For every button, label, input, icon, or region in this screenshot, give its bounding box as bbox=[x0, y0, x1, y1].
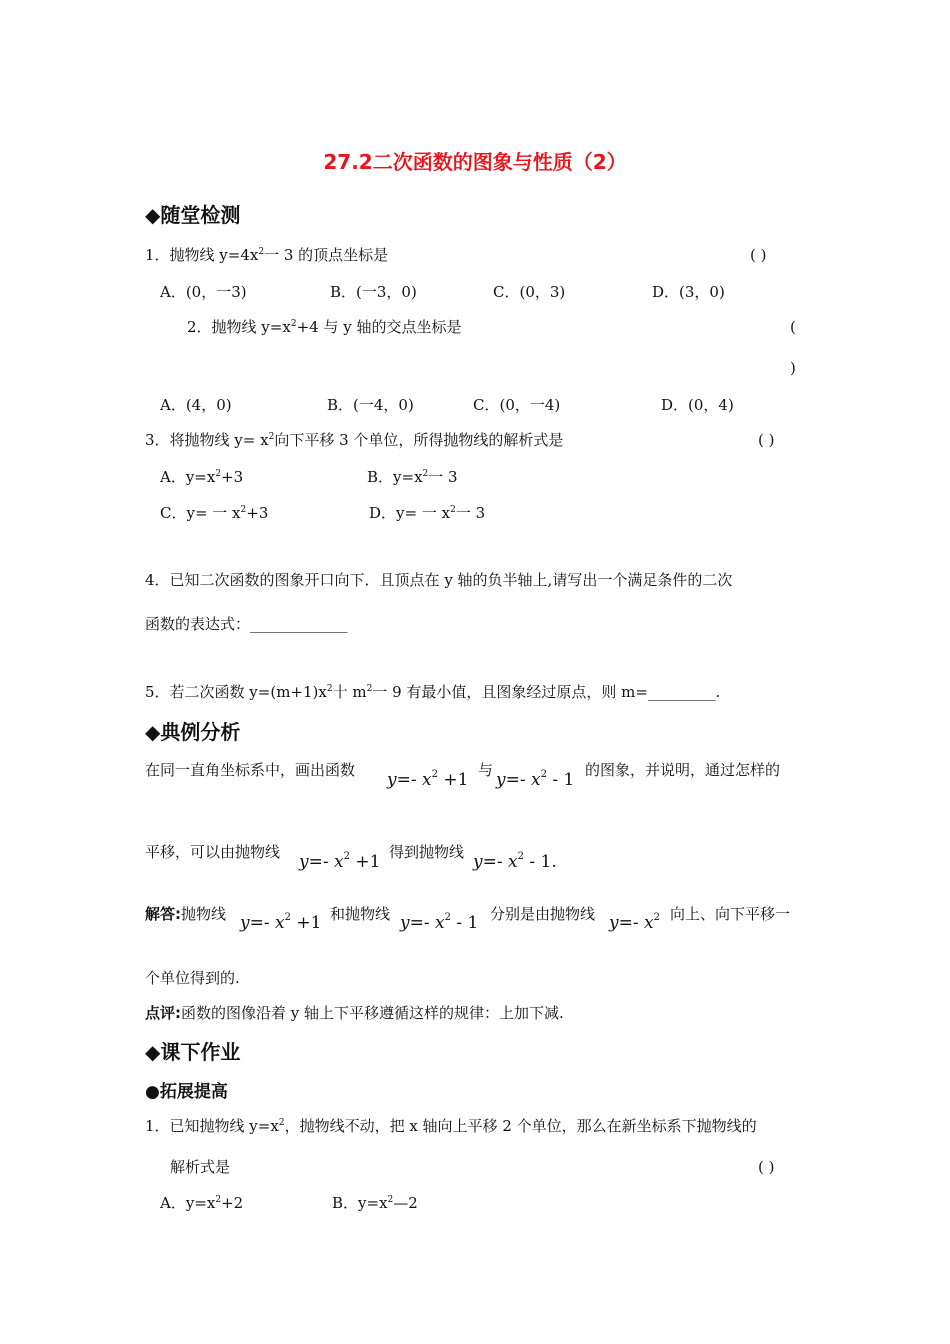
var: x bbox=[334, 852, 344, 872]
section-heading-example-analysis: ◆典例分析 bbox=[145, 720, 241, 744]
op: +1 bbox=[296, 913, 322, 933]
homework-1-line-2: 解析式是 bbox=[170, 1158, 231, 1176]
exponent: 2 bbox=[517, 851, 524, 862]
var: y bbox=[473, 852, 483, 872]
formula-y-neg-x2-minus1 bbox=[400, 913, 478, 933]
op: =- bbox=[308, 852, 329, 872]
op: - 1 bbox=[456, 913, 479, 933]
q3-option-b bbox=[367, 467, 458, 487]
op: - 1 bbox=[529, 852, 552, 872]
var: y bbox=[609, 913, 619, 933]
exponent: 2 bbox=[268, 432, 275, 442]
q3-option-c bbox=[160, 503, 268, 523]
example-text: 的图象，并说明，通过怎样的 bbox=[585, 761, 781, 779]
q1-option-b: B．(一3，0) bbox=[330, 283, 417, 301]
op: - 1 bbox=[552, 770, 575, 790]
q1-option-a: A．(0，一3) bbox=[160, 283, 247, 301]
q1-stem-part: 1．抛物线 y=4x bbox=[145, 246, 259, 264]
exponent: 2 bbox=[326, 684, 333, 694]
q3-option-d bbox=[369, 503, 485, 523]
hw1-b-part: —2 bbox=[393, 1194, 418, 1212]
exponent: 2 bbox=[444, 912, 451, 923]
answer-label: 解答: bbox=[145, 905, 181, 923]
exponent: 2 bbox=[215, 1195, 222, 1205]
question-2-bracket-open: ( bbox=[790, 318, 796, 336]
formula-y-neg-x2-minus1 bbox=[496, 770, 574, 790]
q2-option-b: B．(一4，0) bbox=[327, 396, 414, 414]
hw1-part: ，抛物线不动，把 x 轴向上平移 2 个单位，那么在新坐标系下抛物线的 bbox=[284, 1117, 757, 1135]
question-1-answer-bracket: ( ) bbox=[750, 246, 767, 264]
op: =- bbox=[482, 852, 503, 872]
page-title: 27.2二次函数的图象与性质（2） bbox=[323, 150, 627, 174]
question-4-line-1: 4．已知二次函数的图象开口向下．且顶点在 y 轴的负半轴上,请写出一个满足条件的二次 bbox=[145, 571, 733, 589]
var: y bbox=[240, 913, 250, 933]
q3-c-part: C．y= 一 x bbox=[160, 504, 241, 522]
example-text: 得到抛物线 bbox=[389, 843, 465, 861]
formula-y-neg-x2-plus1 bbox=[240, 913, 321, 933]
op: =- bbox=[249, 913, 270, 933]
answer-text bbox=[145, 904, 226, 924]
q3-d-part: 一 3 bbox=[455, 504, 486, 522]
op: =- bbox=[505, 770, 526, 790]
exponent: 2 bbox=[422, 469, 429, 479]
question-5 bbox=[145, 682, 720, 702]
exponent: 2 bbox=[284, 912, 291, 923]
exponent: 2 bbox=[540, 769, 547, 780]
question-1-stem bbox=[145, 245, 388, 265]
var: x bbox=[644, 913, 654, 933]
formula-y-neg-x2 bbox=[609, 913, 660, 933]
hw1-a-part: A．y=x bbox=[160, 1194, 216, 1212]
var: y bbox=[387, 770, 397, 790]
var: y bbox=[400, 913, 410, 933]
answer-part: 分别是由抛物线 bbox=[490, 905, 596, 923]
section-heading-classroom-check: ◆随堂检测 bbox=[145, 203, 241, 227]
hw1-option-a bbox=[160, 1193, 243, 1213]
var: x bbox=[275, 913, 285, 933]
exponent: 2 bbox=[240, 505, 247, 515]
exponent: 2 bbox=[366, 684, 373, 694]
q2-option-a: A．(4，0) bbox=[160, 396, 232, 414]
example-text: 平移，可以由抛物线 bbox=[145, 843, 281, 861]
example-text: 与 bbox=[478, 761, 494, 779]
op: =- bbox=[618, 913, 639, 933]
q5-part: 十 m bbox=[332, 683, 367, 701]
answer-part: 向上、向下平移一 bbox=[670, 905, 791, 923]
op: +1 bbox=[443, 770, 469, 790]
question-4-line-2: 函数的表达式：_____________ bbox=[145, 615, 348, 633]
q2-option-d: D．(0，4) bbox=[661, 396, 734, 414]
exponent: 2 bbox=[290, 319, 297, 329]
hw1-option-b bbox=[332, 1193, 418, 1213]
exponent: 2 bbox=[258, 247, 265, 257]
formula-y-neg-x2-minus1 bbox=[473, 852, 557, 872]
q3-a-part: A．y=x bbox=[160, 468, 216, 486]
q5-part: 5．若二次函数 y=(m+1)x bbox=[145, 683, 327, 701]
q2-stem-part: +4 与 y 轴的交点坐标是 bbox=[296, 318, 462, 336]
q3-a-part: +3 bbox=[221, 468, 244, 486]
q1-option-c: C．(0，3) bbox=[493, 283, 566, 301]
question-2-bracket-close: ) bbox=[790, 359, 796, 377]
var: x bbox=[422, 770, 432, 790]
exponent: 2 bbox=[278, 1118, 285, 1128]
q1-option-d: D．(3，0) bbox=[652, 283, 725, 301]
homework-1-answer-bracket: ( ) bbox=[758, 1158, 775, 1176]
comment bbox=[145, 1003, 564, 1023]
var: x bbox=[508, 852, 518, 872]
q3-b-part: B．y=x bbox=[367, 468, 423, 486]
hw1-a-part: +2 bbox=[221, 1194, 244, 1212]
var: x bbox=[531, 770, 541, 790]
exponent: 2 bbox=[450, 505, 456, 515]
exponent: 2 bbox=[343, 851, 350, 862]
homework-1-line-1 bbox=[145, 1116, 757, 1136]
q3-stem-part: 向下平移 3 个单位，所得抛物线的解析式是 bbox=[274, 431, 564, 449]
subsection-heading-extension: ●拓展提高 bbox=[145, 1082, 228, 1102]
answer-part: 和抛物线 bbox=[330, 905, 391, 923]
exponent: 2 bbox=[431, 769, 438, 780]
formula-y-neg-x2-plus1 bbox=[299, 852, 380, 872]
var: y bbox=[496, 770, 506, 790]
q2-option-c: C．(0，一4) bbox=[473, 396, 561, 414]
q3-c-part: +3 bbox=[246, 504, 269, 522]
op: =- bbox=[396, 770, 417, 790]
var: y bbox=[299, 852, 309, 872]
exponent: 2 bbox=[653, 912, 660, 923]
q3-option-a bbox=[160, 467, 243, 487]
comment-text: 函数的图像沿着 y 轴上下平移遵循这样的规律：上加下减. bbox=[181, 1004, 564, 1022]
hw1-part: 1．已知抛物线 y=x bbox=[145, 1117, 279, 1135]
formula-y-neg-x2-plus1 bbox=[387, 770, 468, 790]
op: =- bbox=[409, 913, 430, 933]
question-2-stem bbox=[187, 317, 461, 337]
op: +1 bbox=[355, 852, 381, 872]
answer-part: 抛物线 bbox=[181, 905, 227, 923]
question-3-answer-bracket: ( ) bbox=[758, 431, 775, 449]
period: . bbox=[551, 852, 557, 872]
exponent: 2 bbox=[215, 469, 222, 479]
section-heading-homework: ◆课下作业 bbox=[145, 1040, 241, 1064]
exponent: 2 bbox=[387, 1195, 394, 1205]
q5-part: 一 9 有最小值，且图象经过原点，则 m=_________. bbox=[372, 683, 721, 701]
q3-stem-part: 3．将抛物线 y= x bbox=[145, 431, 269, 449]
q1-stem-part: 一 3 的顶点坐标是 bbox=[264, 246, 389, 264]
var: x bbox=[435, 913, 445, 933]
answer-line-2: 个单位得到的. bbox=[145, 969, 240, 987]
q3-b-part: 一 3 bbox=[428, 468, 458, 486]
q2-stem-part: 2．抛物线 y=x bbox=[187, 318, 291, 336]
q3-d-part: D．y= 一 x bbox=[369, 504, 451, 522]
hw1-b-part: B．y=x bbox=[332, 1194, 388, 1212]
comment-label: 点评: bbox=[145, 1004, 181, 1022]
question-3-stem bbox=[145, 430, 563, 450]
example-text: 在同一直角坐标系中，画出函数 bbox=[145, 761, 356, 779]
